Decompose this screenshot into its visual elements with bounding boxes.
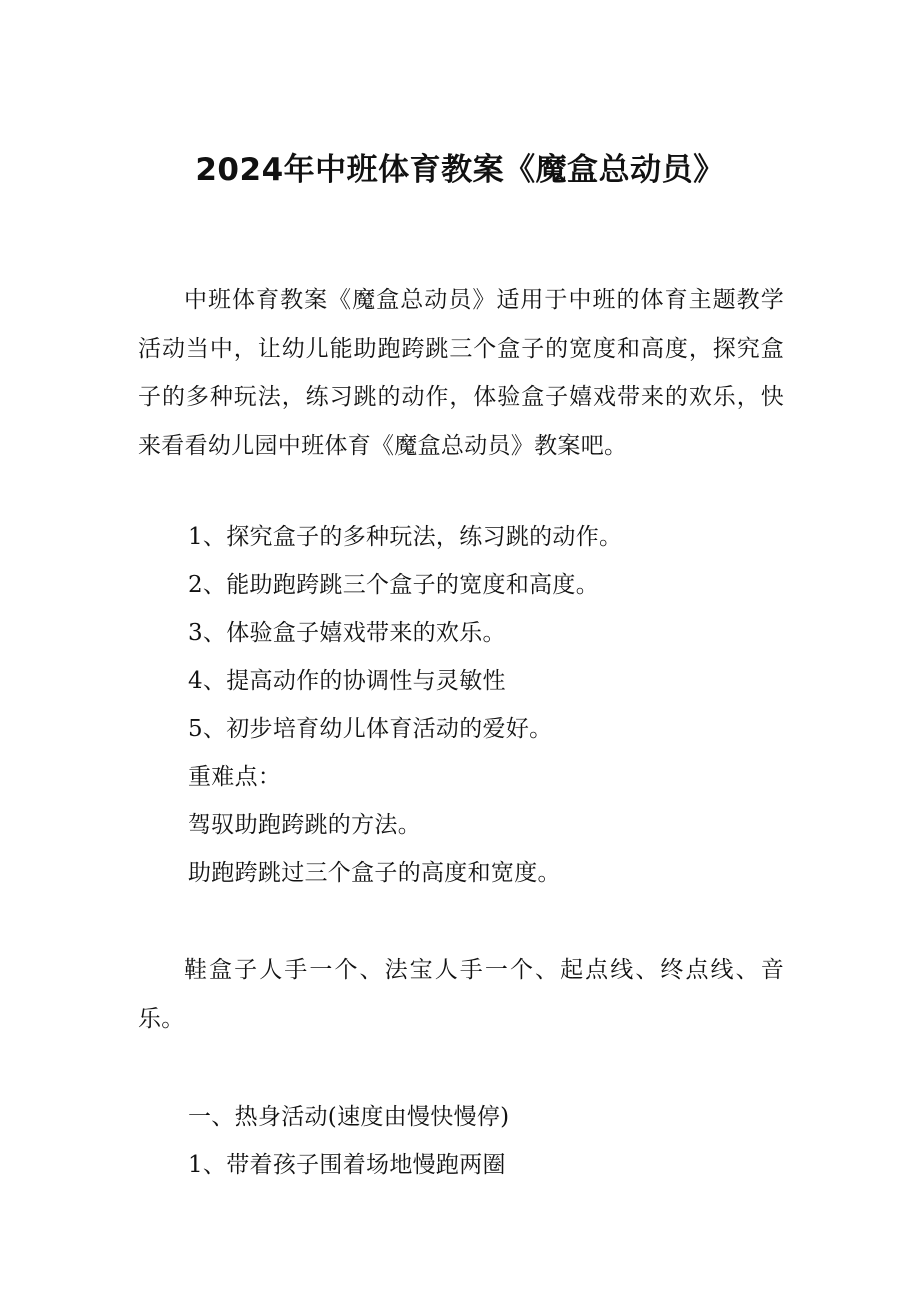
- goal-item-2: 2、能助跑跨跳三个盒子的宽度和高度。: [188, 572, 600, 598]
- document-title: 2024年中班体育教案《魔盒总动员》: [195, 152, 725, 188]
- goal-item-1: 1、探究盒子的多种玩法，练习跳的动作。: [188, 524, 623, 550]
- key-point-2: 助跑跨跳过三个盒子的高度和宽度。: [188, 860, 561, 886]
- key-point-1: 驾驭助跑跨跳的方法。: [188, 812, 421, 838]
- intro-paragraph: 中班体育教案《魔盒总动员》适用于中班的体育主题教学活动当中，让幼儿能助跑跨跳三个盒子的宽度和高度，探究盒子的多种玩法，练习跳的动作，体验盒子嬉戏带来的欢乐，快来看看幼儿园中班体育《魔盒总动员》教案吧。: [138, 287, 784, 459]
- materials-paragraph: 鞋盒子人手一个、法宝人手一个、起点线、终点线、音乐。: [138, 957, 784, 1032]
- goal-item-4: 4、提高动作的协调性与灵敏性: [188, 668, 506, 694]
- goal-item-5: 5、初步培育幼儿体育活动的爱好。: [188, 716, 553, 742]
- goal-item-3: 3、体验盒子嬉戏带来的欢乐。: [188, 620, 506, 646]
- key-points-heading: 重难点：: [188, 764, 282, 790]
- process-step-heading: 一、热身活动(速度由慢快慢停): [188, 1104, 510, 1130]
- process-step-1: 1、带着孩子围着场地慢跑两圈: [188, 1152, 506, 1178]
